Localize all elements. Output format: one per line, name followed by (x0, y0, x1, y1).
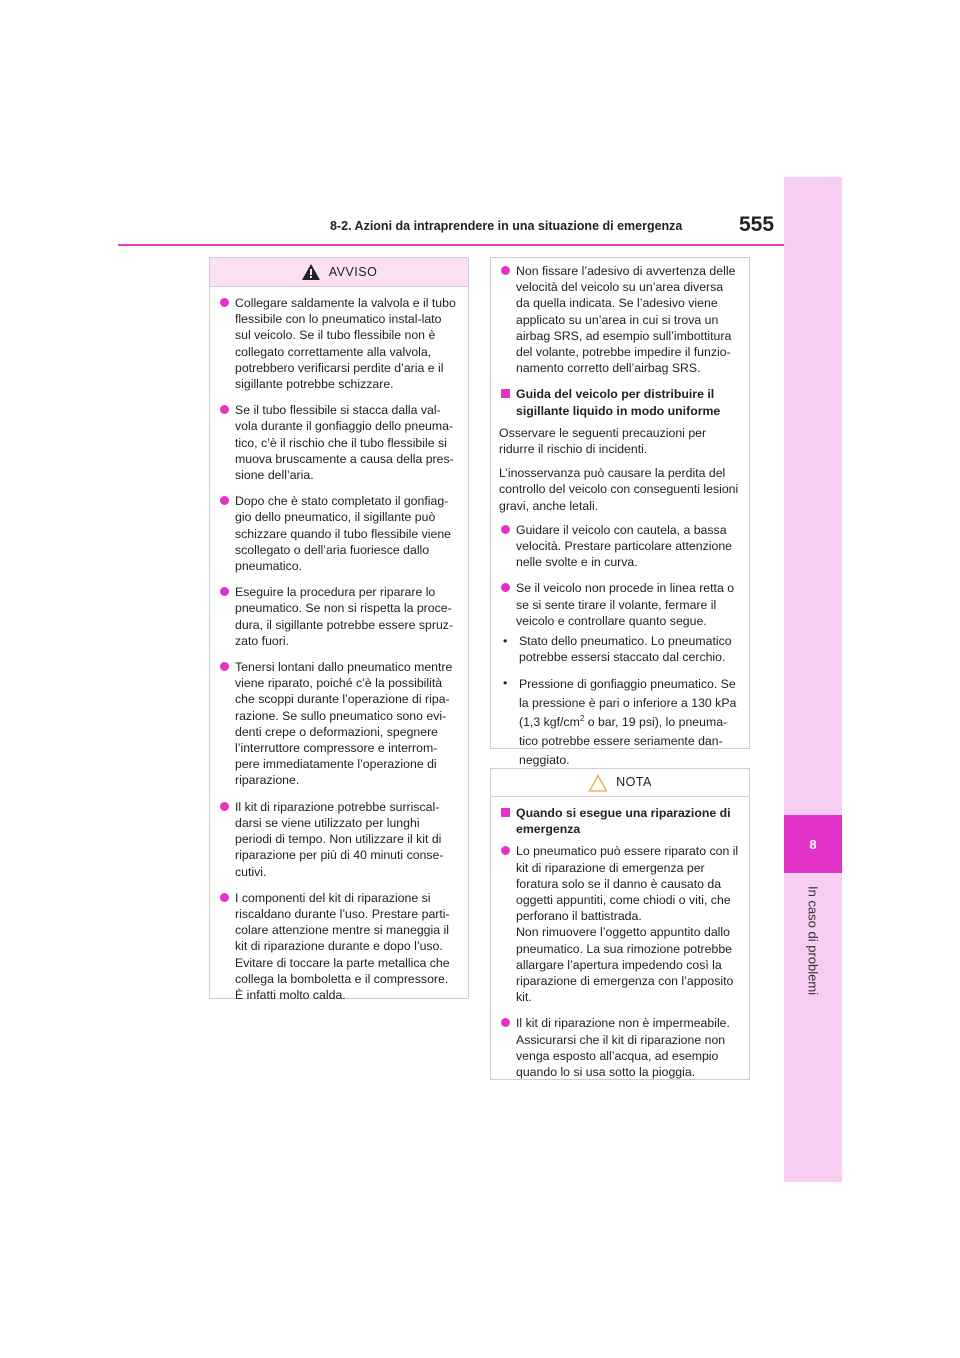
warning-item (218, 295, 458, 392)
paragraph: L’inosservanza può causare la perdita del controllo del veicolo con conseguenti lesioni gravi, anche letali. (499, 466, 739, 513)
chapter-label: In caso di problemi (805, 886, 821, 996)
note-box-header (491, 769, 749, 797)
warning-item (218, 890, 458, 1003)
bullet-square-icon (501, 808, 510, 817)
bullet-dot-icon (220, 405, 229, 414)
subsection-heading (499, 386, 739, 418)
note-box-title: NOTA (616, 775, 652, 790)
bullet-dot-icon (220, 893, 229, 902)
warning-item-text: Dopo che è stato completato il gonfiag-gio dello pneumatico, il sigillante può schizzare quando il tubo flessibile viene scollegato o dell’aria fuoriesce dallo pneumatico. (235, 494, 452, 574)
bullet-dot-icon (501, 1018, 510, 1027)
bullet-dot-icon (501, 525, 510, 534)
bullet-dot-icon (501, 846, 510, 855)
note-item (499, 1015, 739, 1080)
superscript: 2 (579, 714, 585, 724)
chapter-number-tab[interactable]: 8 (784, 815, 842, 873)
warning-item-text: Eseguire la procedura per riparare lo pneumatico. Se non si rispetta la proce-dura, il sigillante potrebbe essere spruz-zato fuori. (235, 585, 454, 648)
note-item-text-b: Non rimuovere l’oggetto appuntito dallo pneumatico. La sua rimozione potrebbe allargare l’apertura impedendo così la riparazione di emergenza con l’apposito kit. (516, 925, 734, 1005)
note-item (499, 843, 739, 1005)
warning-item-text: Tenersi lontani dallo pneumatico mentre viene riparato, poiché c’è la possibilità che scoppi durante l’operazione di ripa-razione. Se sullo pneumatico sono evi-denti crepe o deformazioni, spegnere l’interruttore compressore e interrom-pere immediatamente l’operazione di riparazione. (235, 660, 453, 788)
bullet-dot-icon (220, 587, 229, 596)
warning-item-text: Il kit di riparazione potrebbe surriscal-darsi se viene utilizzato per lunghi periodi di tempo. Non utilizzare il kit di riparazione per più di 40 minuti conse-cutivi. (235, 799, 444, 879)
warning-item (218, 493, 458, 574)
warning-item-text: Collegare saldamente la valvola e il tubo flessibile con lo pneumatico instal-lato sul veicolo. Se il tubo flessibile non è collegato correttamente alla valvola, potrebbero verificarsi perdite d’aria e il sigillante potrebbe schizzare. (235, 296, 456, 392)
warning-box-body (210, 287, 468, 1013)
note-item-text (516, 843, 739, 1005)
check-item-text: Stato dello pneumatico. Lo pneumatico potrebbe essersi staccato dal cerchio. (519, 634, 732, 665)
note-box (490, 768, 750, 1080)
paragraph: Osservare le seguenti precauzioni per ridurre il rischio di incidenti. (499, 425, 707, 457)
note-item-text: Il kit di riparazione non è impermeabile. Assicurarsi che il kit di riparazione non venga esposto all’acqua, ad esempio quando lo si usa sotto la pioggia. (516, 1016, 730, 1080)
bullet-dash: • (503, 634, 508, 649)
warning-box-title: AVVISO (328, 264, 378, 279)
warning-item (499, 580, 739, 629)
check-item-text (519, 675, 739, 770)
note-box-body (491, 797, 749, 1090)
warning-box (209, 257, 469, 1002)
bullet-square-icon (501, 389, 510, 398)
warning-item-text: Non fissare l’adesivo di avvertenza delle velocità del veicolo su un’area diversa da quella indicata. Se l’adesivo viene applicato su un’area in cui si trova un airbag SRS, ad esempio sull’imbottitura del volante, potrebbe impedire il funzio-namento corretto dell’airbag SRS. (516, 264, 736, 376)
bullet-dash: • (503, 676, 508, 691)
note-item-text-a: Lo pneumatico può essere riparato con il kit di riparazione di emergenza per foratura solo se il danno è causato da oggetti appuntiti, come chiodi o viti, che perforano il battistrada. (516, 844, 739, 924)
bullet-dot-icon (220, 298, 229, 307)
check-item (499, 633, 739, 665)
bullet-dot-icon (501, 266, 510, 275)
warning-box-header (210, 258, 468, 287)
page-number: 555 (739, 213, 775, 236)
bullet-dot-icon (501, 583, 510, 592)
warning-item (218, 584, 458, 649)
warning-item (499, 522, 739, 571)
subsection-heading-text: Quando si esegue una riparazione di emergenza (516, 806, 731, 837)
section-header-title: 8-2. Azioni da intraprendere in una situazione di emergenza (330, 219, 683, 233)
warning-item (499, 263, 739, 376)
subsection-heading-text: Guida del veicolo per distribuire il sigillante liquido in modo uniforme (516, 387, 721, 418)
check-item-text-a: Pressione di gonfiaggio pneumatico. Se la pressione è pari o inferiore a 130 kPa (1,3 kgf/cm (519, 677, 737, 730)
warning-item-text: Se il tubo flessibile si stacca dalla val-vola durante il gonfiaggio dello pneuma-tico, c’è il rischio che il tubo flessibile si muova bruscamente a causa della pres-sione dell’aria. (235, 403, 454, 483)
warning-item-text: Guidare il veicolo con cautela, a bassa velocità. Prestare particolare attenzione nelle svolte e in curva. (516, 522, 732, 570)
check-item (499, 675, 739, 770)
warning-continuation-box (490, 257, 750, 768)
bullet-dot-icon (220, 662, 229, 671)
subsection-heading (499, 805, 739, 837)
bullet-dot-icon (220, 496, 229, 505)
warning-item-text: I componenti del kit di riparazione si riscaldano durante l’uso. Prestare parti-colare attenzione mentre si maneggia il kit di riparazione durante e dopo l’uso. Evitare di toccare la parte metallica che collega la bomboletta e il compressore. È infatti molto calda. (235, 890, 450, 1002)
chapter-side-strip (784, 177, 842, 1182)
bullet-dot-icon (220, 802, 229, 811)
warning-item (218, 402, 458, 483)
warning-continuation-body (491, 258, 749, 780)
caution-triangle-icon (588, 774, 608, 792)
warning-item (218, 799, 458, 880)
warning-item-text: Se il veicolo non procede in linea retta o se si sente tirare il volante, fermare il veicolo e controllare quanto segue. (516, 581, 735, 628)
header-rule (118, 244, 784, 246)
warning-item (218, 659, 458, 789)
warning-triangle-icon (301, 263, 321, 281)
check-item-text-b: o bar, 19 psi), lo pneuma-tico potrebbe essere seriamente dan-neggiato. (519, 715, 728, 768)
